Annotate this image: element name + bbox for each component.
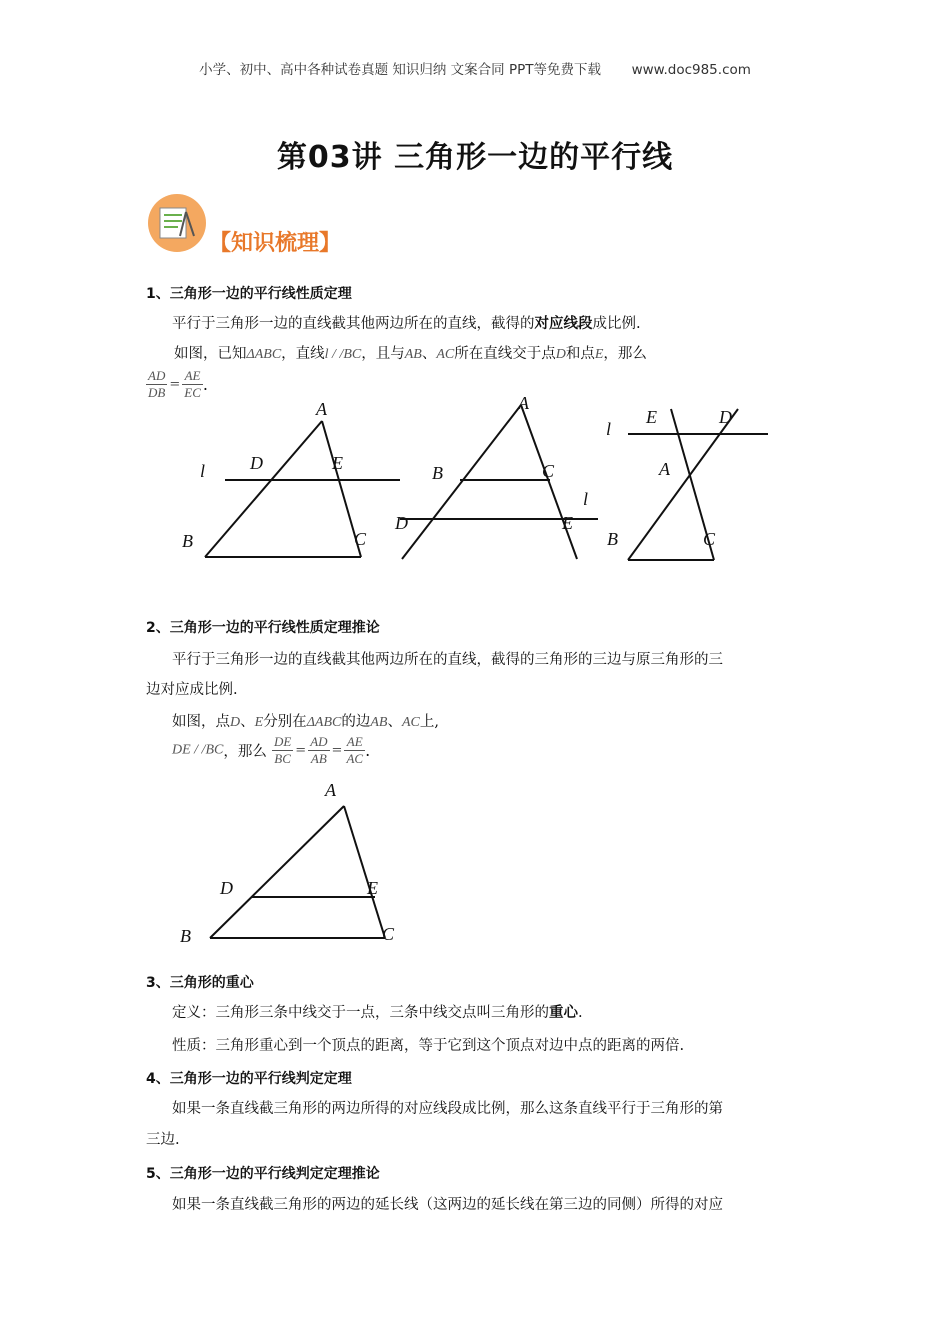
section-2-para-1b: 边对应成比例. — [146, 682, 238, 698]
section-3-property: 性质：三角形重心到一个顶点的距离，等于它到这个顶点对边中点的距离的两倍. — [172, 1038, 685, 1054]
fraction-ae-ac: $\frac{AE}{AC}$ — [346, 734, 364, 766]
fig2-label-D: D — [395, 513, 408, 533]
fig4-label-E: E — [367, 878, 378, 898]
section-1-heading: 1、三角形一边的平行线性质定理 — [146, 286, 352, 302]
section-banner: 【知识梳理】 — [209, 231, 342, 256]
fig1-label-l: l — [200, 461, 206, 481]
section-1-para-1: 平行于三角形一边的直线截其他两边所在的直线，截得的对应线段成比例. — [172, 316, 641, 332]
section-4-para-1b: 三边. — [146, 1132, 180, 1148]
figure-3 — [606, 407, 768, 560]
figure-2 — [394, 395, 598, 559]
section-5-heading: 5、三角形一边的平行线判定定理推论 — [146, 1166, 380, 1182]
header-banner-text: 小学、初中、高中各种试卷真题 知识归纳 文案合同 PPT等免费下载 — [199, 62, 601, 78]
notes-icon — [148, 194, 206, 252]
fig3-label-E: E — [646, 407, 657, 427]
section-5-para-1: 如果一条直线截三角形的两边的延长线（这两边的延长线在第三边的同侧）所得的对应 — [172, 1197, 723, 1213]
fraction-de-bc: $\frac{DE}{BC}$ — [273, 734, 292, 766]
fig1-label-C: C — [354, 529, 367, 549]
section-1-para-2: 如图，已知ΔABC，直线l / /BC，且与AB、AC所在直线交于点D和点E，那么 — [174, 346, 647, 362]
fraction-ad-ab: $\frac{AD}{AB}$ — [310, 734, 328, 766]
fig4-label-C: C — [382, 924, 395, 944]
fig2-label-l: l — [583, 489, 589, 509]
section-2-para-2: 如图，点D、E分别在ΔABC的边AB、AC上, — [172, 714, 439, 730]
fig4-label-D: D — [220, 878, 233, 898]
figures-section-1 — [170, 395, 790, 570]
fig1-label-B: B — [182, 531, 193, 551]
section-2-formula: DE / /BC，那么 $\frac{DE}{BC}$ = $\frac{AD}{AB}$ = $\frac{AE}{AC}$ . — [172, 734, 371, 766]
fig3-label-l: l — [606, 419, 612, 439]
fig2-label-B: B — [432, 463, 443, 483]
fig2-label-E: E — [562, 513, 573, 533]
section-2-para-1: 平行于三角形一边的直线截其他两边所在的直线，截得的三角形的三边与原三角形的三 — [172, 652, 723, 668]
section-3-heading: 3、三角形的重心 — [146, 975, 254, 991]
section-4-heading: 4、三角形一边的平行线判定定理 — [146, 1071, 352, 1087]
fig2-label-C: C — [542, 461, 555, 481]
page-header — [0, 58, 950, 78]
fig4-label-A: A — [325, 780, 336, 800]
fig3-label-D: D — [719, 407, 732, 427]
fig4-label-B: B — [180, 926, 191, 946]
section-1-formula: $\frac{AD}{DB}$ = $\frac{AE}{EC}$ . — [148, 368, 208, 400]
section-4-para-1: 如果一条直线截三角形的两边所得的对应线段成比例，那么这条直线平行于三角形的第 — [172, 1101, 723, 1117]
page-title: 第03讲 三角形一边的平行线 — [276, 140, 674, 175]
header-site: www.doc985.com — [631, 62, 751, 78]
section-3-definition: 定义：三角形三条中线交于一点，三条中线交点叫三角形的重心. — [172, 1005, 583, 1021]
figure-4 — [170, 778, 430, 948]
fig1-label-E: E — [332, 453, 343, 473]
fig3-label-A: A — [659, 459, 670, 479]
fig1-label-A: A — [316, 399, 327, 419]
fraction-ae-ec: $\frac{AE}{EC}$ — [184, 368, 201, 400]
figure-1 — [182, 399, 400, 557]
fig2-label-A: A — [518, 395, 529, 413]
fig1-label-D: D — [250, 453, 263, 473]
fraction-ad-db: $\frac{AD}{DB}$ — [148, 368, 166, 400]
section-2-heading: 2、三角形一边的平行线性质定理推论 — [146, 620, 380, 636]
fig3-label-C: C — [703, 529, 716, 549]
fig3-label-B: B — [607, 529, 618, 549]
